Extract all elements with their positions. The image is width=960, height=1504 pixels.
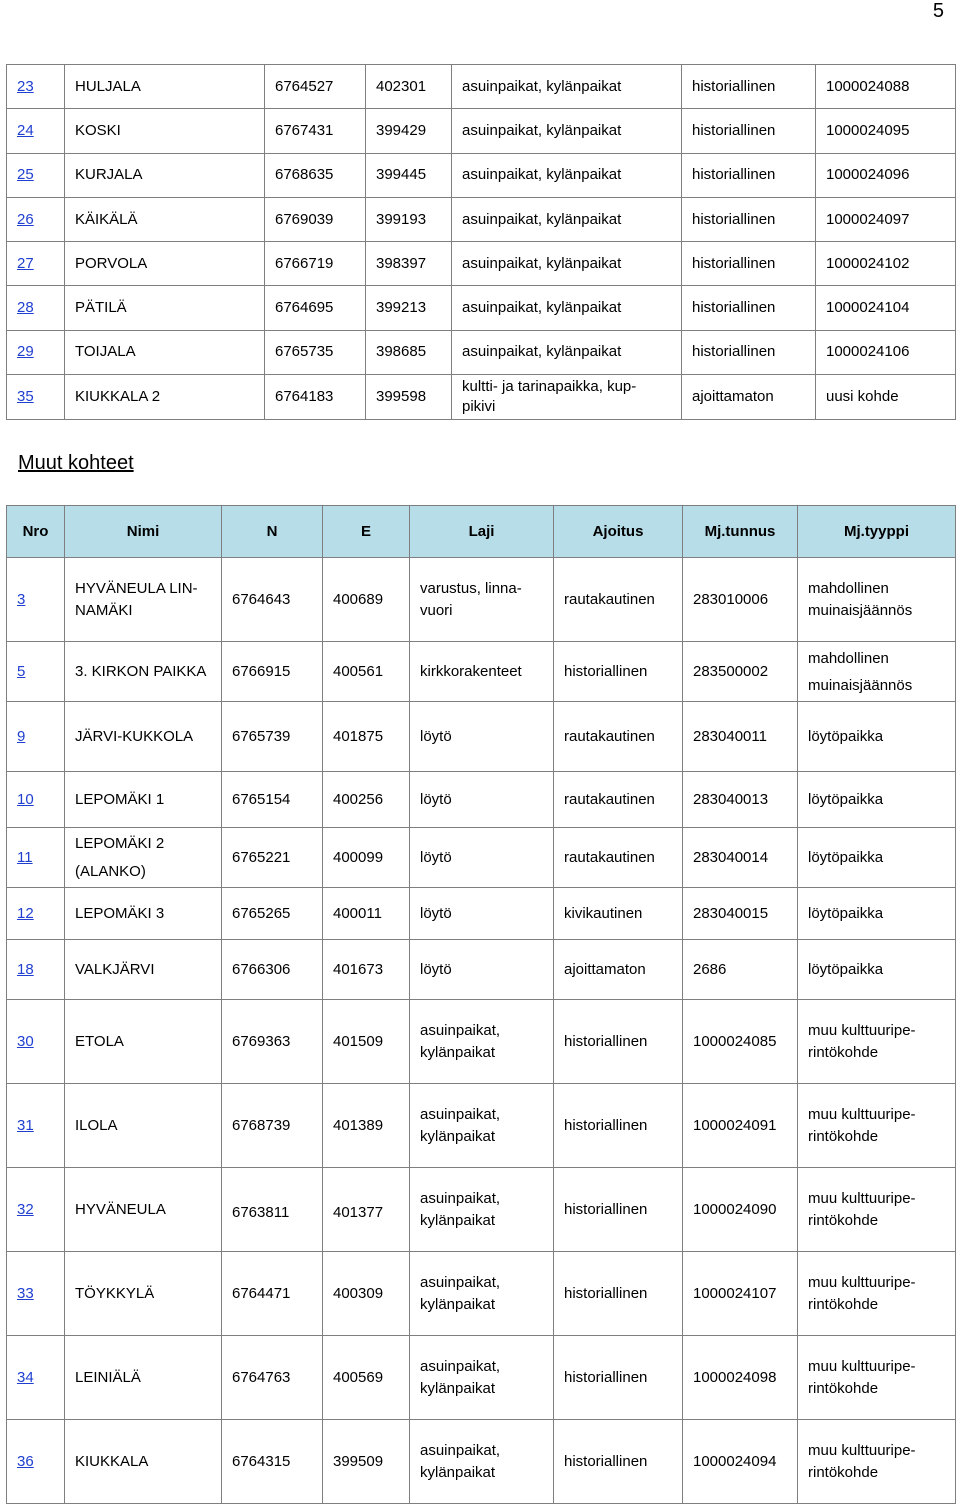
site-name: LEPOMÄKI 2 (ALANKO) <box>65 828 222 888</box>
coord-n: 6764183 <box>265 375 366 420</box>
coord-e: 400309 <box>323 1252 410 1336</box>
site-name: VALKJÄRVI <box>65 940 222 1000</box>
site-type: asuinpaikat, kylänpaikat <box>452 197 682 241</box>
site-type-line: pikivi <box>462 398 496 416</box>
coord-n: 6764315 <box>222 1420 323 1504</box>
table-row <box>7 1252 956 1336</box>
dating: historiallinen <box>682 242 816 286</box>
site-number-link[interactable]: 25 <box>17 166 34 184</box>
dating: historiallinen <box>554 642 683 702</box>
coord-e: 400099 <box>323 828 410 888</box>
site-name: ETOLA <box>65 1000 222 1084</box>
site-type: asuinpaikat, kylänpaikat <box>410 1420 554 1504</box>
site-number-link[interactable]: 29 <box>17 343 34 361</box>
site-number-link[interactable]: 28 <box>17 299 34 317</box>
coord-n: 6769039 <box>265 197 366 241</box>
column-header: Ajoitus <box>554 506 683 558</box>
coord-n: 6768739 <box>222 1084 323 1168</box>
site-type: asuinpaikat, kylänpaikat <box>410 1336 554 1420</box>
table-row <box>7 286 956 330</box>
dating: historiallinen <box>682 65 816 109</box>
site-name: KÄIKÄLÄ <box>65 197 265 241</box>
registry-id: 1000024085 <box>683 1000 798 1084</box>
site-name: PÄTILÄ <box>65 286 265 330</box>
site-number-link[interactable]: 10 <box>17 790 34 808</box>
coord-n: 6765221 <box>222 828 323 888</box>
coord-e: 399598 <box>366 375 452 420</box>
table-row <box>7 1084 956 1168</box>
site-name: TOIJALA <box>65 330 265 374</box>
registry-type: löytöpaikka <box>798 888 956 940</box>
site-number-link[interactable]: 18 <box>17 960 34 978</box>
coord-e: 400689 <box>323 558 410 642</box>
coord-e: 400561 <box>323 642 410 702</box>
registry-id: 1000024107 <box>683 1252 798 1336</box>
coord-e: 401509 <box>323 1000 410 1084</box>
coord-e: 399213 <box>366 286 452 330</box>
site-type: löytö <box>410 888 554 940</box>
registry-id: 1000024104 <box>816 286 956 330</box>
column-header: Nimi <box>65 506 222 558</box>
column-header: Nro <box>7 506 65 558</box>
site-number-link[interactable]: 27 <box>17 254 34 272</box>
table-row <box>7 888 956 940</box>
dating: historiallinen <box>554 1084 683 1168</box>
site-number-link[interactable]: 9 <box>17 727 26 745</box>
dating: historiallinen <box>682 197 816 241</box>
site-type: kirkkorakenteet <box>410 642 554 702</box>
registry-type: muu kulttuuripe- rintökohde <box>798 1084 956 1168</box>
site-type: asuinpaikat, kylänpaikat <box>452 242 682 286</box>
coord-n: 6766719 <box>265 242 366 286</box>
dating: historiallinen <box>682 330 816 374</box>
site-type: asuinpaikat, kylänpaikat <box>452 286 682 330</box>
registry-id: 1000024096 <box>816 153 956 197</box>
dating: rautakautinen <box>554 772 683 828</box>
coord-e: 398397 <box>366 242 452 286</box>
coord-e: 399445 <box>366 153 452 197</box>
site-number-link[interactable]: 23 <box>17 77 34 95</box>
table-row <box>7 153 956 197</box>
site-type: löytö <box>410 702 554 772</box>
dating: rautakautinen <box>554 558 683 642</box>
site-type <box>452 375 682 420</box>
site-number-link[interactable]: 35 <box>17 388 34 406</box>
coord-n: 6768635 <box>265 153 366 197</box>
coord-e: 402301 <box>366 65 452 109</box>
coord-e: 400256 <box>323 772 410 828</box>
other-sites-table <box>6 505 956 1504</box>
site-type: varustus, linna- vuori <box>410 558 554 642</box>
site-number-link[interactable]: 5 <box>17 662 26 680</box>
registry-type: löytöpaikka <box>798 828 956 888</box>
coord-n: 6765265 <box>222 888 323 940</box>
table-row <box>7 558 956 642</box>
table-row <box>7 242 956 286</box>
coord-n: 6763811 <box>222 1168 323 1252</box>
site-type: asuinpaikat, kylänpaikat <box>452 65 682 109</box>
coord-n: 6767431 <box>265 109 366 153</box>
site-number-link[interactable]: 30 <box>17 1032 34 1050</box>
site-name: KIUKKALA 2 <box>65 375 265 420</box>
dating: historiallinen <box>682 153 816 197</box>
coord-n: 6766306 <box>222 940 323 1000</box>
site-type: asuinpaikat, kylänpaikat <box>410 1168 554 1252</box>
table-row <box>7 65 956 109</box>
table-row <box>7 772 956 828</box>
table-row <box>7 1168 956 1252</box>
dating: rautakautinen <box>554 702 683 772</box>
site-number-link[interactable]: 33 <box>17 1284 34 1302</box>
registry-id: 283040011 <box>683 702 798 772</box>
dating: ajoittamaton <box>554 940 683 1000</box>
coord-e: 400569 <box>323 1336 410 1420</box>
table-row <box>7 828 956 888</box>
site-number-link[interactable]: 26 <box>17 210 34 228</box>
registry-id: 283040015 <box>683 888 798 940</box>
site-type-line: kultti- ja tarinapaikka, kup- <box>462 378 637 396</box>
registry-id: uusi kohde <box>816 375 956 420</box>
coord-e: 401673 <box>323 940 410 1000</box>
registry-type: mahdollinen muinaisjäännös <box>798 558 956 642</box>
site-type: löytö <box>410 772 554 828</box>
table-row <box>7 197 956 241</box>
coord-e: 399509 <box>323 1420 410 1504</box>
site-name: KOSKI <box>65 109 265 153</box>
registry-id: 283040014 <box>683 828 798 888</box>
site-type: asuinpaikat, kylänpaikat <box>452 153 682 197</box>
column-header: Laji <box>410 506 554 558</box>
coord-e: 398685 <box>366 330 452 374</box>
registry-type: muu kulttuuripe- rintökohde <box>798 1420 956 1504</box>
table-row <box>7 642 956 702</box>
coord-n: 6769363 <box>222 1000 323 1084</box>
registry-type: löytöpaikka <box>798 702 956 772</box>
site-number-link[interactable]: 31 <box>17 1116 34 1134</box>
coord-n: 6764763 <box>222 1336 323 1420</box>
site-name: HYVÄNEULA <box>65 1168 222 1252</box>
site-number-link[interactable]: 11 <box>17 848 33 866</box>
registry-id: 1000024095 <box>816 109 956 153</box>
coord-n: 6764643 <box>222 558 323 642</box>
coord-e: 399429 <box>366 109 452 153</box>
table-row <box>7 1420 956 1504</box>
site-name: LEINIÄLÄ <box>65 1336 222 1420</box>
registry-id: 1000024098 <box>683 1336 798 1420</box>
registry-id: 1000024106 <box>816 330 956 374</box>
table-header-row <box>7 506 956 558</box>
site-name: JÄRVI-KUKKOLA <box>65 702 222 772</box>
coord-e: 399193 <box>366 197 452 241</box>
table-row <box>7 702 956 772</box>
site-name: 3. KIRKON PAIKKA <box>65 642 222 702</box>
site-type: asuinpaikat, kylänpaikat <box>410 1084 554 1168</box>
registry-id: 1000024088 <box>816 65 956 109</box>
coord-e: 401389 <box>323 1084 410 1168</box>
coord-n: 6764695 <box>265 286 366 330</box>
registry-type: muu kulttuuripe- rintökohde <box>798 1168 956 1252</box>
site-type: löytö <box>410 940 554 1000</box>
dating: historiallinen <box>554 1000 683 1084</box>
site-name: ILOLA <box>65 1084 222 1168</box>
site-type: asuinpaikat, kylänpaikat <box>452 330 682 374</box>
site-number-link[interactable]: 36 <box>17 1452 34 1470</box>
dating: historiallinen <box>554 1420 683 1504</box>
site-type: löytö <box>410 828 554 888</box>
site-name: LEPOMÄKI 3 <box>65 888 222 940</box>
table-row <box>7 330 956 374</box>
registry-id: 283040013 <box>683 772 798 828</box>
coord-n: 6766915 <box>222 642 323 702</box>
registry-id: 2686 <box>683 940 798 1000</box>
dating: historiallinen <box>682 109 816 153</box>
registry-id: 1000024090 <box>683 1168 798 1252</box>
coord-n: 6764527 <box>265 65 366 109</box>
registry-id: 1000024097 <box>816 197 956 241</box>
registry-type: muu kulttuuripe- rintökohde <box>798 1336 956 1420</box>
registry-type: muu kulttuuripe- rintökohde <box>798 1000 956 1084</box>
table-row <box>7 375 956 420</box>
dating: historiallinen <box>554 1252 683 1336</box>
dating: rautakautinen <box>554 828 683 888</box>
table-row <box>7 1336 956 1420</box>
column-header: N <box>222 506 323 558</box>
dating: historiallinen <box>554 1168 683 1252</box>
table-row <box>7 940 956 1000</box>
registry-id: 283010006 <box>683 558 798 642</box>
coord-n: 6765735 <box>265 330 366 374</box>
column-header: Mj.tunnus <box>683 506 798 558</box>
registry-id: 283500002 <box>683 642 798 702</box>
registry-type: muu kulttuuripe- rintökohde <box>798 1252 956 1336</box>
site-number-link[interactable]: 24 <box>17 121 34 139</box>
coord-e: 401875 <box>323 702 410 772</box>
site-type: asuinpaikat, kylänpaikat <box>452 109 682 153</box>
dating: historiallinen <box>554 1336 683 1420</box>
dating: kivikautinen <box>554 888 683 940</box>
site-name: TÖYKKYLÄ <box>65 1252 222 1336</box>
registry-type: löytöpaikka <box>798 772 956 828</box>
site-number-link[interactable]: 34 <box>17 1368 34 1386</box>
column-header: Mj.tyyppi <box>798 506 956 558</box>
registry-id: 1000024094 <box>683 1420 798 1504</box>
table-row <box>7 109 956 153</box>
dating: historiallinen <box>682 286 816 330</box>
site-type: asuinpaikat, kylänpaikat <box>410 1000 554 1084</box>
coord-n: 6765739 <box>222 702 323 772</box>
site-name: KURJALA <box>65 153 265 197</box>
site-type: asuinpaikat, kylänpaikat <box>410 1252 554 1336</box>
section-heading: Muut kohteet <box>18 452 134 474</box>
registry-type: löytöpaikka <box>798 940 956 1000</box>
heritage-sites-table <box>6 64 956 420</box>
site-number-link[interactable]: 32 <box>17 1200 34 1218</box>
site-name: PORVOLA <box>65 242 265 286</box>
site-name: HULJALA <box>65 65 265 109</box>
site-name: LEPOMÄKI 1 <box>65 772 222 828</box>
site-number-link[interactable]: 12 <box>17 904 34 922</box>
registry-type: mahdollinen muinaisjäännös <box>798 642 956 702</box>
coord-n: 6765154 <box>222 772 323 828</box>
coord-e: 400011 <box>323 888 410 940</box>
registry-id: 1000024091 <box>683 1084 798 1168</box>
column-header: E <box>323 506 410 558</box>
site-number-link[interactable]: 3 <box>17 590 26 608</box>
table-row <box>7 1000 956 1084</box>
page-number: 5 <box>932 0 944 22</box>
dating: ajoittamaton <box>682 375 816 420</box>
coord-n: 6764471 <box>222 1252 323 1336</box>
site-name: HYVÄNEULA LIN- NAMÄKI <box>65 558 222 642</box>
site-name: KIUKKALA <box>65 1420 222 1504</box>
registry-id: 1000024102 <box>816 242 956 286</box>
coord-e: 401377 <box>323 1168 410 1252</box>
